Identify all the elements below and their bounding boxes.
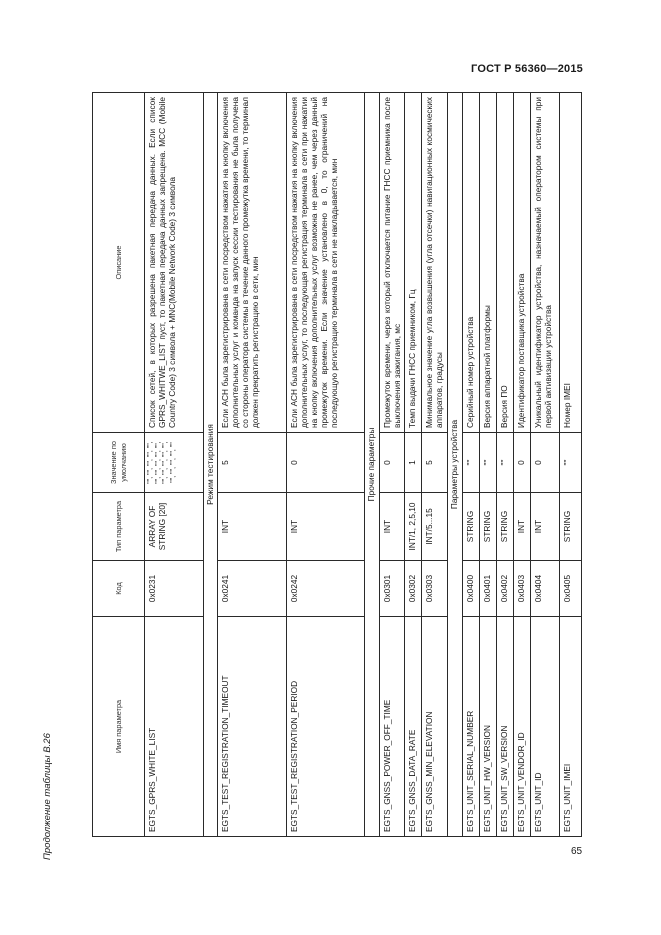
table-continuation-caption: Продолжение таблицы В.26 bbox=[42, 733, 53, 860]
header-name: Имя параметра bbox=[93, 617, 145, 837]
param-code: 0x0231 bbox=[145, 561, 204, 617]
table-row bbox=[497, 93, 514, 837]
header-default: Значение по умолчанию bbox=[93, 433, 145, 493]
param-code: 0x0301 bbox=[379, 561, 404, 617]
param-description: Минимальное значение угла возвышения (угла отсечки) навигационных космических аппаратов, градусы bbox=[422, 93, 448, 433]
param-code: 0x0402 bbox=[497, 561, 514, 617]
param-default: 0 bbox=[531, 433, 559, 493]
param-type: STRING bbox=[479, 493, 496, 561]
param-type: INT/5...15 bbox=[422, 493, 448, 561]
table-row bbox=[462, 93, 479, 837]
param-name: EGTS_GNSS_POWER_OFF_TIME bbox=[379, 617, 404, 837]
header-code: Код bbox=[93, 561, 145, 617]
param-type: INT bbox=[217, 493, 286, 561]
table-row bbox=[531, 93, 559, 837]
parameters-table-rotated bbox=[92, 93, 582, 837]
param-default: 5 bbox=[422, 433, 448, 493]
param-default: "" bbox=[559, 433, 581, 493]
param-type: INT/1, 2,5,10 bbox=[405, 493, 422, 561]
section-title: Прочие параметры bbox=[365, 93, 379, 837]
param-description: Список сетей, в которых разрешена пакетная передача данных. Если список GPRS_WHITWE_LIST пуст, то пакетная передача данных запрещена. MCC (Mobile Country Code) 3 символа + MNC(Mobile Network Code) 3 символа bbox=[145, 93, 204, 433]
param-description: Промежуток времени, через который отключается питание ГНСС приемника после выключения зажигания, мс bbox=[379, 93, 404, 433]
param-name: EGTS_UNIT_HW_VERSION bbox=[479, 617, 496, 837]
param-description: Если АСН была зарегистрирована в сети посредством нажатия на кнопку включения дополнительных услуг и команда на запуск сессии тестирования не была получена со стороны оператора системы в течение данного промежутка времени, то терминал должен прекратить регистрацию в сети, мин bbox=[217, 93, 286, 433]
param-description: Уникальный идентификатор устройства, назначаемый оператором системы при первой активизации устройства bbox=[531, 93, 559, 433]
param-default: "" bbox=[497, 433, 514, 493]
param-description: Номер IMEI bbox=[559, 93, 581, 433]
section-title: Параметры устройства bbox=[448, 93, 462, 837]
param-description: Идентификатор поставщика устройства bbox=[514, 93, 531, 433]
table-row bbox=[479, 93, 496, 837]
param-default: 0 bbox=[286, 433, 365, 493]
param-code: 0x0241 bbox=[217, 561, 286, 617]
param-name: EGTS_GNSS_DATA_RATE bbox=[405, 617, 422, 837]
param-code: 0x0401 bbox=[479, 561, 496, 617]
param-name: EGTS_TEST_REGISTRATION_TIMEOUT bbox=[217, 617, 286, 837]
section-title: Режим тестирования bbox=[203, 93, 217, 837]
param-default: "" bbox=[479, 433, 496, 493]
parameters-table bbox=[92, 92, 582, 837]
section-row bbox=[448, 93, 462, 837]
table-row bbox=[145, 93, 204, 837]
param-type: INT bbox=[531, 493, 559, 561]
param-code: 0x0242 bbox=[286, 561, 365, 617]
param-default: 5 bbox=[217, 433, 286, 493]
param-code: 0x0403 bbox=[514, 561, 531, 617]
param-description: Версия аппаратной платформы bbox=[479, 93, 496, 433]
table-row bbox=[217, 93, 286, 837]
param-type: STRING bbox=[462, 493, 479, 561]
param-code: 0x0303 bbox=[422, 561, 448, 617]
table-row bbox=[422, 93, 448, 837]
header-type: Тип параметра bbox=[93, 493, 145, 561]
param-description: Версия ПО bbox=[497, 93, 514, 433]
page-number: 65 bbox=[571, 846, 583, 857]
param-type: INT bbox=[286, 493, 365, 561]
param-type: STRING bbox=[559, 493, 581, 561]
table-row bbox=[514, 93, 531, 837]
section-row bbox=[203, 93, 217, 837]
param-default: "", "", "", "", "", "", "", "", "", "", "", "", "", "", "", "", "", "", "", "" bbox=[145, 433, 204, 493]
param-name: EGTS_UNIT_VENDOR_ID bbox=[514, 617, 531, 837]
param-code: 0x0404 bbox=[531, 561, 559, 617]
table-row bbox=[405, 93, 422, 837]
param-description: Серийный номер устройства bbox=[462, 93, 479, 433]
param-name: EGTS_TEST_REGISTRATION_PERIOD bbox=[286, 617, 365, 837]
param-type: INT bbox=[379, 493, 404, 561]
table-row bbox=[379, 93, 404, 837]
param-name: EGTS_GPRS_WHITE_LIST bbox=[145, 617, 204, 837]
param-name: EGTS_UNIT_SW_VERSION bbox=[497, 617, 514, 837]
param-name: EGTS_UNIT_SERIAL_NUMBER bbox=[462, 617, 479, 837]
header-description: Описание bbox=[93, 93, 145, 433]
param-code: 0x0405 bbox=[559, 561, 581, 617]
param-code: 0x0400 bbox=[462, 561, 479, 617]
param-type: STRING bbox=[497, 493, 514, 561]
param-name: EGTS_UNIT_IMEI bbox=[559, 617, 581, 837]
param-name: EGTS_UNIT_ID bbox=[531, 617, 559, 837]
param-description: Если АСН была зарегистрирована в сети посредством нажатия на кнопку включения дополнительных услуг, то последующая регистрация терминала в сети при нажатии на кнопку включения дополнительных услуг возможна не ранее, чем через данный промежуток времени. Если значение установлено в 0, то ограничений на последующую регистрацию терминала в сети не накладывается, мин bbox=[286, 93, 365, 433]
param-description: Темп выдачи ГНСС приемником, Гц bbox=[405, 93, 422, 433]
param-type: INT bbox=[514, 493, 531, 561]
table-row bbox=[286, 93, 365, 837]
param-default: 0 bbox=[514, 433, 531, 493]
param-default: 0 bbox=[379, 433, 404, 493]
section-row bbox=[365, 93, 379, 837]
param-code: 0x0302 bbox=[405, 561, 422, 617]
param-default: "" bbox=[462, 433, 479, 493]
table-header-row bbox=[93, 93, 145, 837]
param-type: ARRAY OF STRING [20] bbox=[145, 493, 204, 561]
document-standard-number: ГОСТ Р 56360—2015 bbox=[471, 63, 583, 75]
table-row bbox=[559, 93, 581, 837]
param-name: EGTS_GNSS_MIN_ELEVATION bbox=[422, 617, 448, 837]
param-default: 1 bbox=[405, 433, 422, 493]
